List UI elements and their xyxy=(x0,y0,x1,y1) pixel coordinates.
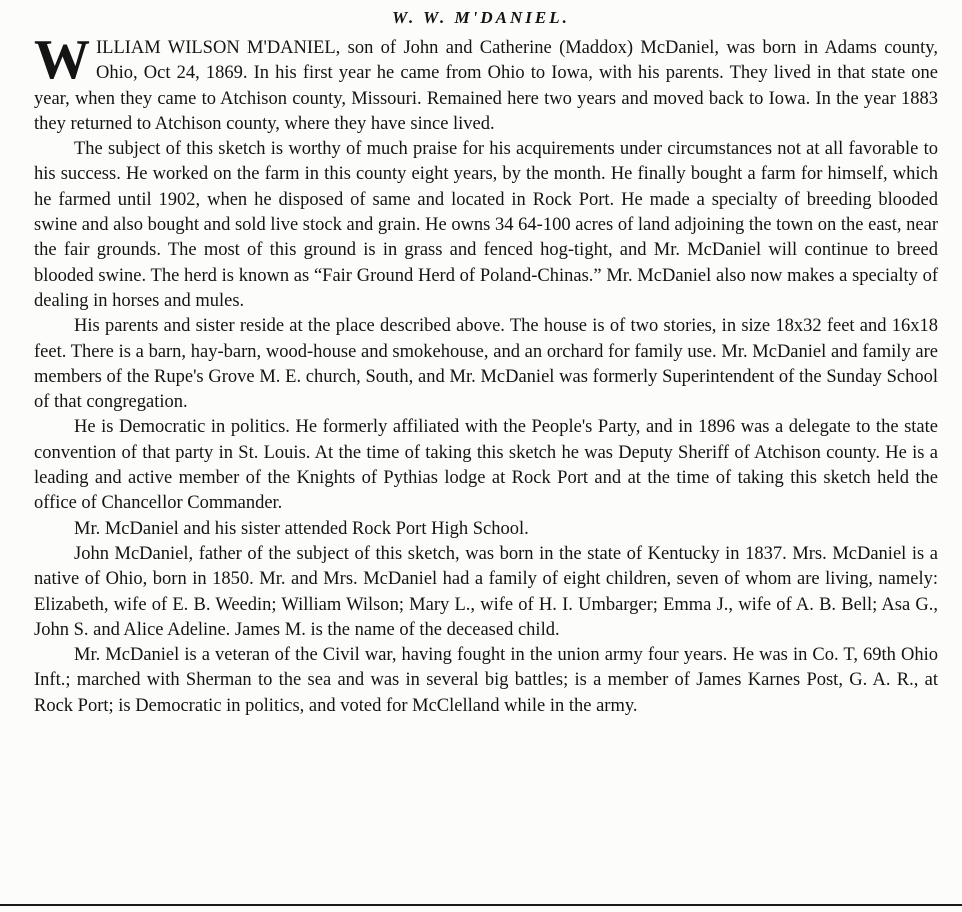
article-body xyxy=(34,29,938,719)
paragraph-7: Mr. McDaniel is a veteran of the Civil war, having fought in the union army four years. He was in Co. T, 69th Ohio Inft.; marched with Sherman to the sea and was in several big battles; is a member of James Karnes Post, G. A. R., at Rock Port; is Democratic in politics, and voted for McClelland while in the army. xyxy=(34,645,938,716)
page-title: W. W. M'DANIEL. xyxy=(392,8,570,27)
paragraph-4: He is Democratic in politics. He formerly affiliated with the People's Party, and in 1896 was a delegate to the state convention of that party in St. Louis. At the time of taking this sketch he was Deputy Sheriff of Atchison county. He is a leading and active member of the Knights of Pythias lodge at Rock Port and at the time of taking this sketch held the office of Chancellor Commander. xyxy=(34,417,938,514)
paragraph-1-text: ILLIAM WILSON M'DANIEL, son of John and Catherine (Maddox) McDaniel, was born in Adams county, Ohio, Oct 24, 1869. In his first year he came from Ohio to Iowa, with his parents. They lived in that state one year, when they came to Atchison county, Missouri. Remained here two years and moved back to Iowa. In the year 1883 they returned to Atchison county, where they have since lived. xyxy=(34,38,938,134)
paragraph-2: The subject of this sketch is worthy of much praise for his acquirements under circumstances not at all favorable to his success. He worked on the farm in this county eight years, by the month. He finally bought a farm for himself, which he farmed until 1902, when he disposed of same and located in Rock Port. He made a specialty of breeding blooded swine and also bought and sold live stock and grain. He owns 34 64-100 acres of land adjoining the town on the east, near the fair grounds. The most of this ground is in grass and fenced hog-tight, and Mr. McDaniel will continue to breed blooded swine. The herd is known as “Fair Ground Herd of Poland-Chinas.” Mr. McDaniel also now makes a specialty of dealing in horses and mules. xyxy=(34,139,938,311)
drop-cap-letter: W xyxy=(34,29,90,91)
paragraph-3: His parents and sister reside at the place described above. The house is of two stories, in size 18x32 feet and 16x18 feet. There is a barn, hay-barn, wood-house and smokehouse, and an orchard for family use. Mr. McDaniel and family are members of the Rupe's Grove M. E. church, South, and Mr. McDaniel was formerly Superintendent of the Sunday School of that congregation. xyxy=(34,316,938,413)
paragraph-5: Mr. McDaniel and his sister attended Rock Port High School. xyxy=(74,518,529,539)
paragraph-6: John McDaniel, father of the subject of this sketch, was born in the state of Kentucky in 1837. Mrs. McDaniel is a native of Ohio, born in 1850. Mr. and Mrs. McDaniel had a family of eight children, seven of whom are living, namely: Elizabeth, wife of E. B. Weedin; William Wilson; Mary L., wife of H. I. Umbarger; Emma J., wife of A. B. Bell; Asa G., John S. and Alice Adeline. James M. is the name of the deceased child. xyxy=(34,543,938,640)
paragraph-1 xyxy=(34,29,938,137)
bottom-divider xyxy=(0,904,962,906)
